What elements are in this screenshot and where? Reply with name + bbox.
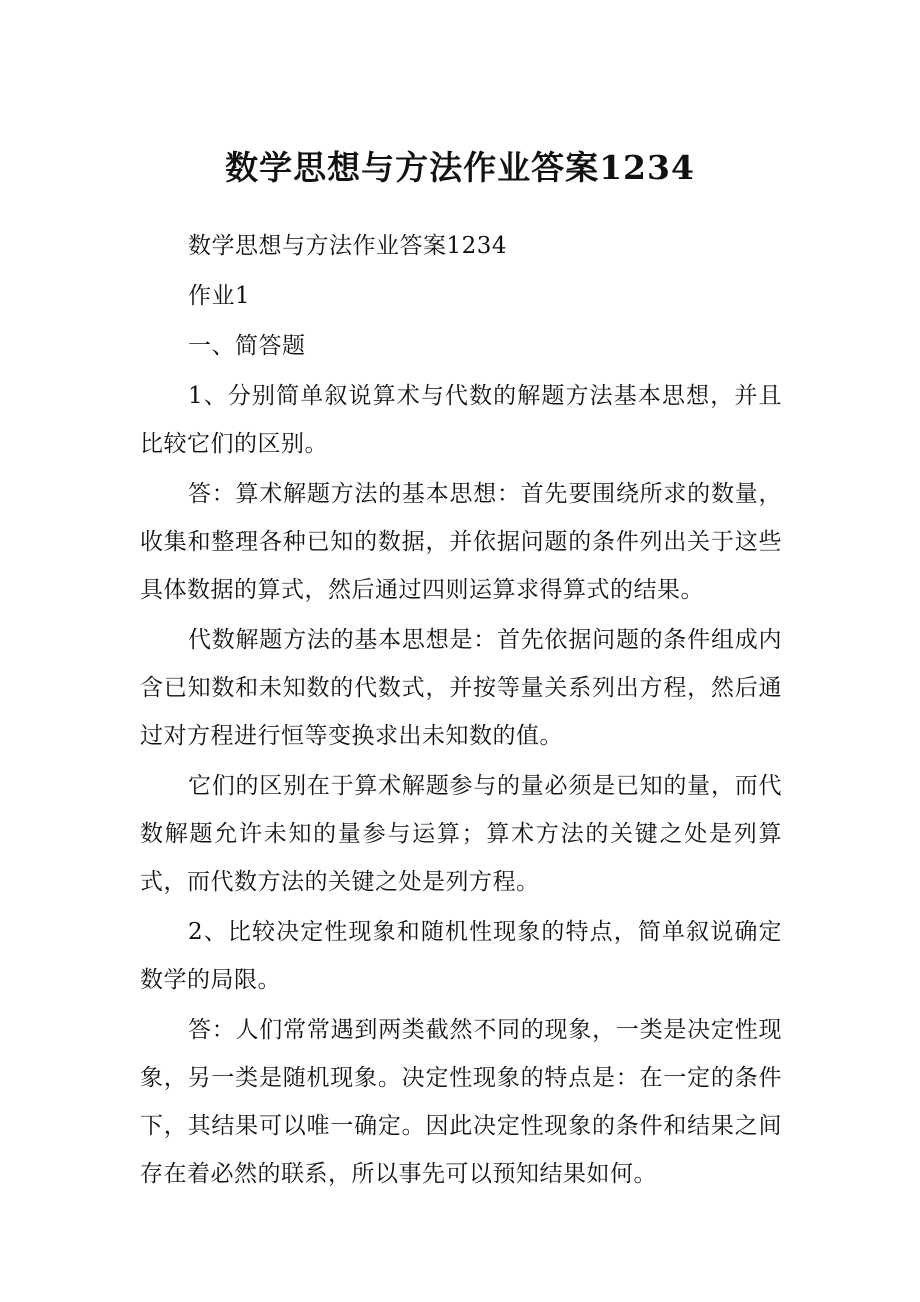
paragraph-answer-1-arithmetic: 答：算术解题方法的基本思想：首先要围绕所求的数量，收集和整理各种已知的数据，并依据问题的条件列出关于这些具体数据的算式，然后通过四则运算求得算式的结果。 <box>140 481 782 603</box>
paragraph-subtitle: 数学思想与方法作业答案1234 <box>188 233 508 259</box>
paragraph-answer-1-algebra: 代数解题方法的基本思想是：首先依据问题的条件组成内含已知数和未知数的代数式，并按等量关系列出方程，然后通过对方程进行恒等变换求出未知数的值。 <box>140 627 782 749</box>
paragraph-question-1: 1、分别简单叙说算术与代数的解题方法基本思想，并且比较它们的区别。 <box>140 383 782 457</box>
paragraph-section-heading: 一、简答题 <box>188 333 306 359</box>
paragraph-answer-1-difference: 它们的区别在于算术解题参与的量必须是已知的量，而代数解题允许未知的量参与运算；算术方法的关键之处是列算式，而代数方法的关键之处是列方程。 <box>140 773 782 895</box>
document-body <box>140 222 782 1198</box>
paragraph-assignment-heading: 作业1 <box>188 283 251 309</box>
paragraph-question-2: 2、比较决定性现象和随机性现象的特点，简单叙说确定数学的局限。 <box>140 919 782 993</box>
document-title: 数学思想与方法作业答案1234 <box>225 148 695 187</box>
paragraph-answer-2: 答：人们常常遇到两类截然不同的现象，一类是决定性现象，另一类是随机现象。决定性现象的特点是：在一定的条件下，其结果可以唯一确定。因此决定性现象的条件和结果之间存在着必然的联系，所以事先可以预知结果如何。 <box>140 1017 782 1187</box>
